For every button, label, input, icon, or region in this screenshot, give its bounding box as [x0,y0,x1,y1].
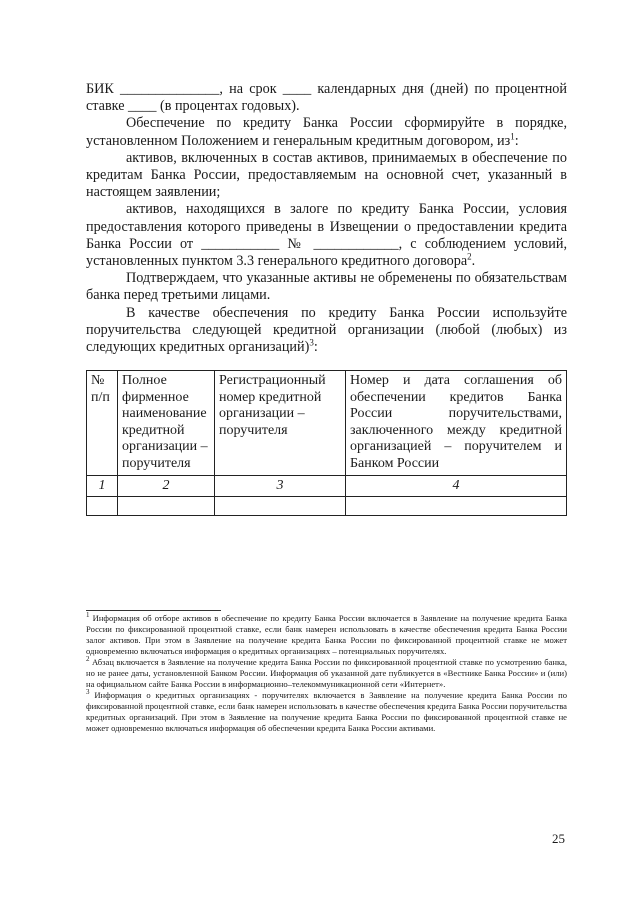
footnotes [86,613,567,734]
footnote-separator [86,610,221,611]
column-number-2: 2 [118,475,215,497]
empty-cell [87,497,118,516]
column-number-1: 1 [87,475,118,497]
footnote-1: $^1$ Информация об отборе активов в обеспечение по кредиту Банка России включается в Заявление на получение кредита Банка России по фиксированной процентной ставке, если банк намерен использовать в качестве обеспечения кредита Банка России залог активов. При этом в Заявление на получение кредита Банка России по фиксированной процентной ставке не может одновременно включаться информация о кредитных организациях – потенциальных поручителях. [86,611,567,656]
header-cell-agreement: Номер и дата соглашения об обеспечении кредитов Банка России поручительствами, заключенного между кредитной организацией – поручителем и Банком России [346,371,567,476]
column-number-3: 3 [215,475,346,497]
paragraph-assets-pledged: активов, находящихся в залоге по кредиту Банка России, условия предоставления которого приведены в Извещении о предоставлении кредита Банка России от ___________ № ____________, с соблюдением условий, установленных пунктом 3.3 генерального кредитного договора$^2$. [86,201,567,270]
empty-cell [346,497,567,516]
empty-cell [215,497,346,516]
header-cell-name: Полное фирменное наименование кредитной организации – поручителя [118,371,215,476]
header-cell-registration: Регистрационный номер кредитной организации – поручителя [215,371,346,476]
footnote-2: $^2$ Абзац включается в Заявление на получение кредита Банка России по фиксированной процентной ставке по усмотрению банка, но не ранее даты, установленной Банком России. Информация об указанной дате публикуется в «Вестнике Банка России» и (или) на официальном сайте Банка России в информационно–телекоммуникационной сети «Интернет». [86,655,567,689]
table-header-row [87,371,567,476]
footnote-ref-2: 2 [467,251,472,262]
paragraph-guarantee: В качестве обеспечения по кредиту Банка России используйте поручительства следующей кредитной организации (любой (любых) из следующих кредитных организаций)$^3$: [86,304,567,356]
footnote-ref-3: 3 [309,337,314,348]
empty-cell [118,497,215,516]
column-number-4: 4 [346,475,567,497]
footnote-3: $^3$ Информация о кредитных организациях - поручителях включается в Заявление на получение кредита Банка России по фиксированной процентной ставке, если банк намерен использовать в качестве обеспечения кредита Банка России поручительства кредитных организаций. При этом в Заявление на получение кредита Банка России по фиксированной процентной ставке не может одновременно включаться информация об обеспечении кредита Банка России активами. [86,688,567,733]
page-number: 25 [552,831,565,846]
paragraph-bik: БИК ______________, на срок ____ календарных дня (дней) по процентной ставке ____ (в процентах годовых). [86,81,567,115]
footnote-ref-1: 1 [510,130,515,141]
header-cell-number: № п/п [87,371,118,476]
guarantors-table [86,370,567,516]
paragraph-assets-included: активов, включенных в состав активов, принимаемых в обеспечение по кредитам Банка России, предоставляемым на основной счет, указанный в настоящем заявлении; [86,149,567,201]
table-number-row [87,475,567,497]
table-empty-row [87,497,567,516]
paragraph-collateral: Обеспечение по кредиту Банка России сформируйте в порядке, установленном Положением и генеральным кредитным договором, $из^1$: [86,115,567,149]
body-text [86,81,567,356]
paragraph-confirm: Подтверждаем, что указанные активы не обременены по обязательствам банка перед третьими лицами. [86,270,567,304]
